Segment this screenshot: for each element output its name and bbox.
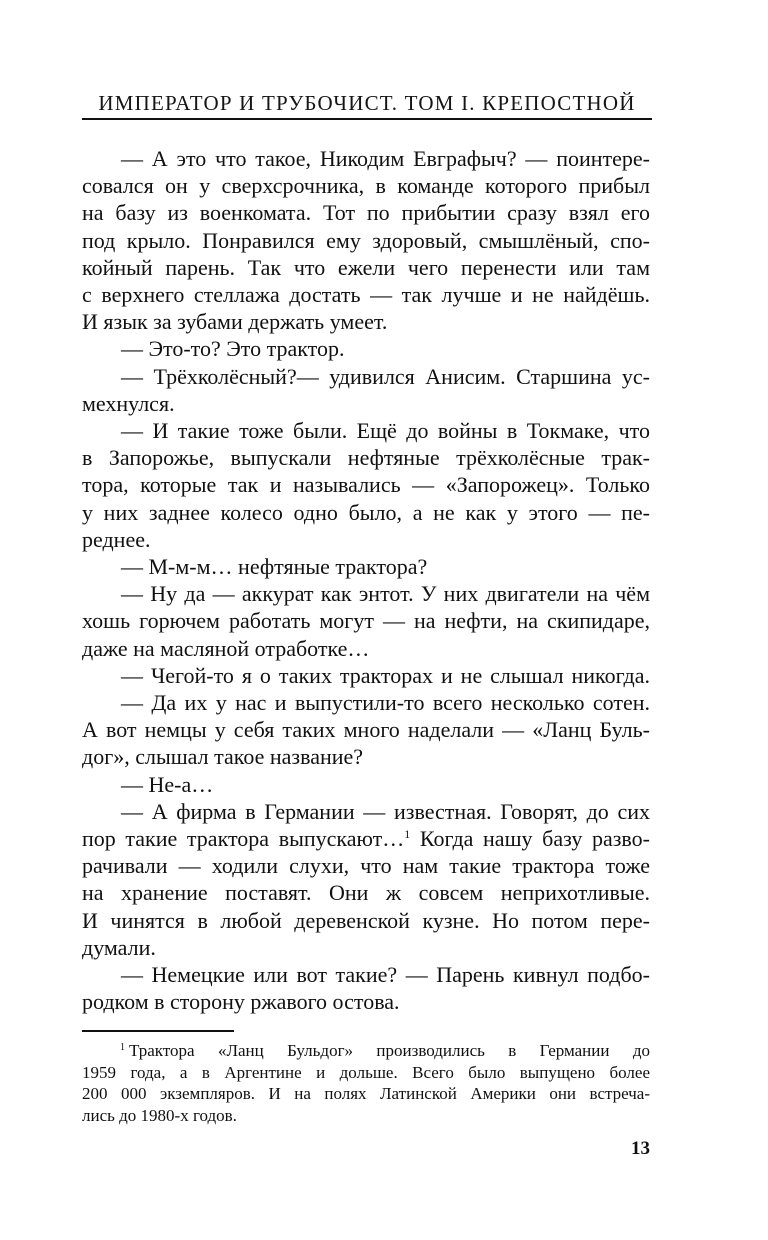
text-line: [82, 825, 650, 852]
text-line: [82, 907, 650, 934]
text-line-content: — А фирма в Германии — известная. Говорят, до сих: [121, 798, 650, 824]
text-line: [82, 335, 650, 362]
page-number: 13: [631, 1138, 650, 1159]
footnote-line: [82, 1062, 650, 1084]
text-line-content: — Ну да — аккурат как энтот. У них двигатели на чём: [121, 581, 650, 607]
text-line-content: мехнулся.: [82, 390, 175, 416]
footnote-line-content: 200 000 экземпляров. И на полях Латинской Америки они встреча-: [82, 1084, 650, 1104]
text-line: [82, 798, 650, 825]
footnote-line-content: лись до 1980-х годов.: [82, 1105, 237, 1125]
footnote-line: [82, 1105, 650, 1127]
footnote-marker: 1: [120, 1042, 125, 1053]
text-line-content: с верхнего стеллажа достать — так лучше и не найдёшь.: [82, 282, 650, 308]
footnote-rule: [82, 1030, 234, 1032]
text-line-content: — И такие тоже были. Ещё до войны в Токмаке, что: [121, 418, 650, 444]
header-rule: [82, 118, 652, 120]
text-line: [82, 390, 650, 417]
text-line: [82, 716, 650, 743]
text-line-content: — А это что такое, Никодим Евграфыч? — поинтере-: [121, 146, 650, 171]
text-line: [82, 308, 650, 335]
text-line-content: — Трёхколёсный?— удивился Анисим. Старшина ус-: [121, 363, 650, 389]
footnote-reference[interactable]: 1: [404, 827, 411, 842]
text-line-content: А вот немцы у себя таких много наделали — «Ланц Буль-: [82, 717, 650, 743]
text-line-content: рачивали — ходили слухи, что нам такие трактора тоже: [82, 853, 650, 879]
footnote: [82, 1040, 650, 1126]
text-line: [82, 743, 650, 770]
text-line-content: думали.: [82, 934, 156, 960]
text-line-content: И язык за зубами держать умеет.: [82, 309, 388, 335]
text-line-content: на базу из военкомата. Тот по прибытии сразу взял его: [82, 200, 650, 226]
text-line-content: — Да их у нас и выпустили-то всего несколько сотен.: [121, 690, 650, 716]
text-line: [82, 879, 650, 906]
text-line-content: хошь горючем работать могут — на нефти, на скипидаре,: [82, 608, 650, 634]
text-line: [82, 580, 650, 607]
text-line: [82, 961, 650, 988]
text-line: [82, 771, 650, 798]
text-line-content: под крыло. Понравился ему здоровый, смышлёный, спо-: [82, 227, 650, 253]
text-line: [82, 635, 650, 662]
text-line: [82, 607, 650, 634]
text-line: [82, 417, 650, 444]
text-line: [82, 227, 650, 254]
footnote-line: [82, 1040, 650, 1062]
text-line: [82, 553, 650, 580]
text-line: [82, 988, 650, 1015]
text-line-content: — Немецкие или вот такие? — Парень кивнул подбо-: [121, 962, 650, 988]
text-line: [82, 444, 650, 471]
text-line: [82, 934, 650, 961]
text-line: [82, 526, 650, 553]
text-line: [82, 281, 650, 308]
text-line: [82, 172, 650, 199]
text-line-content: реднее.: [82, 526, 151, 552]
text-line-content: дог», слышал такое название?: [82, 744, 364, 770]
body-text: [82, 145, 650, 1016]
text-line: [82, 689, 650, 716]
text-line-continuation: Когда нашу базу разво-: [410, 826, 650, 852]
text-line-content: даже на масляной отработке…: [82, 635, 370, 661]
text-line-content: на хранение поставят. Они ж совсем неприхотливые.: [82, 880, 650, 906]
text-line-content: — Не-а…: [121, 771, 214, 797]
text-line: [82, 471, 650, 498]
footnote-line-content: Трактора «Ланц Бульдог» производились в Германии до: [129, 1041, 650, 1060]
text-line-content: койный парень. Так что ежели чего перенести или там: [82, 254, 650, 280]
text-line-content: пор такие трактора выпускают…: [82, 826, 405, 852]
text-line: [82, 499, 650, 526]
text-line: [82, 662, 650, 689]
text-line: [82, 254, 650, 281]
running-title: ИМПЕРАТОР И ТРУБОЧИСТ. ТОМ I. КРЕПОСТНОЙ: [98, 91, 636, 115]
text-line-content: И чинятся в любой деревенской кузне. Но потом пере-: [82, 907, 650, 933]
footnote-line: [82, 1083, 650, 1105]
text-line-content: — Чегой-то я о таких тракторах и не слышал никогда.: [121, 662, 650, 688]
text-line: [82, 199, 650, 226]
text-line-content: — М-м-м… нефтяные трактора?: [121, 554, 428, 580]
text-line-content: в Запорожье, выпускали нефтяные трёхколёсные трак-: [82, 445, 650, 471]
text-line-content: родком в сторону ржавого остова.: [82, 989, 400, 1015]
text-line-content: — Это-то? Это трактор.: [121, 336, 345, 362]
text-line-content: у них заднее колесо одно было, а не как у этого — пе-: [82, 499, 650, 525]
text-line-content: совался он у сверхсрочника, в команде которого прибыл: [82, 173, 650, 199]
text-line: [82, 852, 650, 879]
text-line: [82, 363, 650, 390]
text-line-content: тора, которые так и назывались — «Запорожец». Только: [82, 472, 650, 498]
footnote-line-content: 1959 года, а в Аргентине и дольше. Всего было выпущено более: [82, 1062, 650, 1082]
text-line: [82, 145, 650, 172]
